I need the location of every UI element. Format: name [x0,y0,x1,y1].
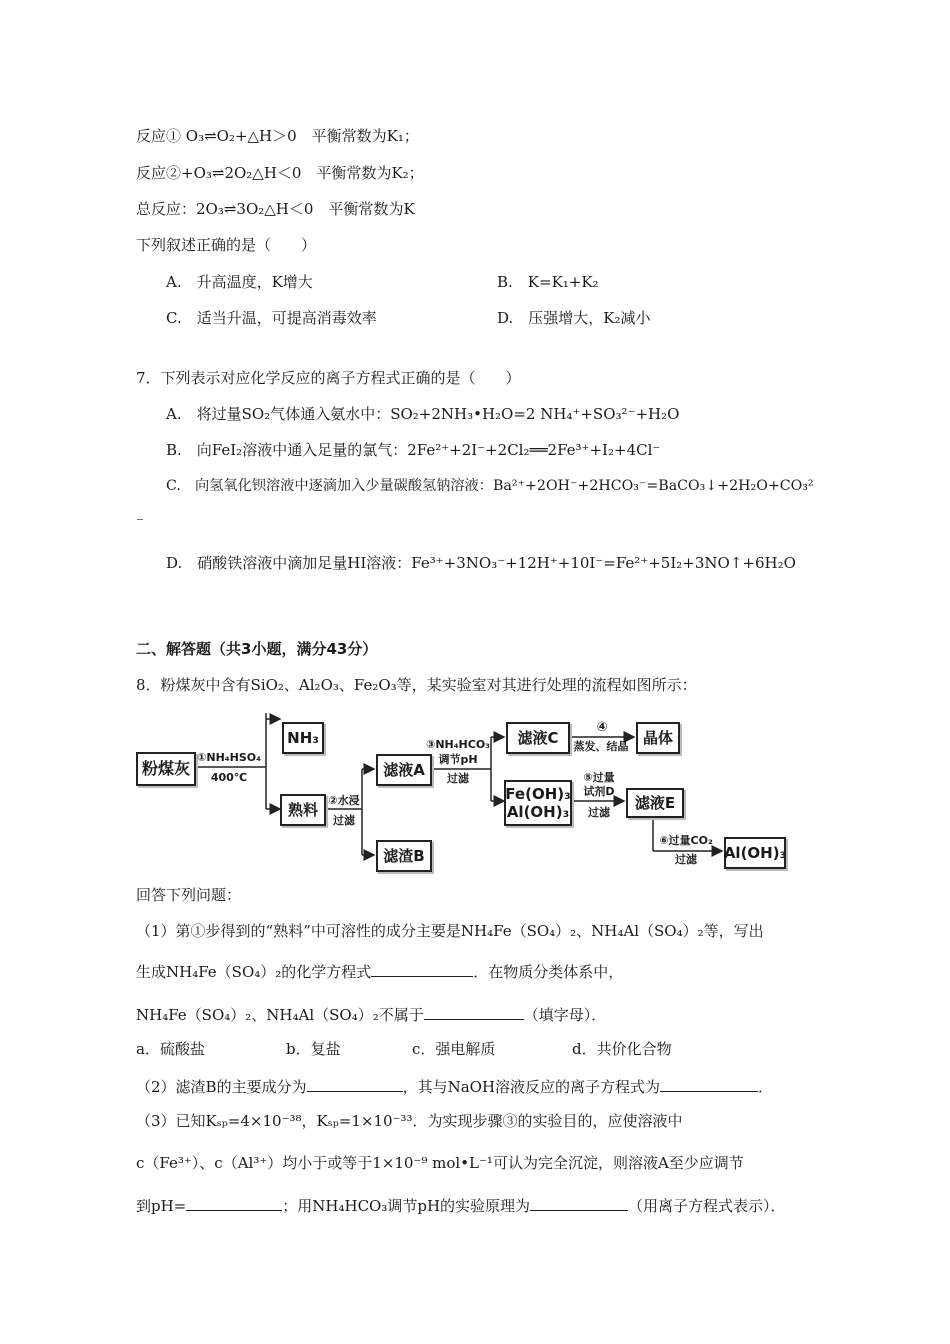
temperature-label: 400℃ [210,771,248,784]
answer-blank-3[interactable] [307,1075,403,1092]
q8-stem: 8．粉煤灰中含有SiO₂、Al₂O₃、Fe₂O₃等，某实验室对其进行处理的流程如图所示： [136,676,697,694]
answer-blank-2[interactable] [424,1003,524,1020]
filter-label-4: 过滤 [675,853,697,866]
choice-b: b．复盐 [286,1040,341,1058]
part2-text-c: ． [758,1078,774,1096]
q6-option-d: D. 压强增大，K₂减小 [497,309,651,327]
reagent-d-label: 试剂D [583,785,615,798]
q7-option-c: C. 向氢氧化钡溶液中逐滴加入少量碳酸氢钠溶液：Ba²⁺+2OH⁻+2HCO₃⁻=BaCO₃↓+2H₂O+CO₃² [166,478,814,494]
answer-blank-6[interactable] [530,1194,628,1211]
filter-label-3: 过滤 [588,806,610,819]
answer-blank-1[interactable] [371,960,473,977]
part3-text-a: 到pH= [136,1197,187,1215]
part3-text-b: ；用NH₄HCO₃调节pH的实验原理为 [282,1197,531,1215]
q6-stem: 下列叙述正确的是（ ） [136,236,317,254]
evaporate-label: 蒸发、结晶 [573,740,629,753]
q7-option-c-wrap: ⁻ [136,513,144,531]
answer-blank-4[interactable] [660,1075,758,1092]
q7-option-a: A. 将过量SO₂气体通入氨水中：SO₂+2NH₃•H₂O=2 NH₄⁺+SO₃²⁻+H₂O [166,405,680,423]
choice-a: a．硫酸盐 [136,1040,205,1058]
filter-label-2: 过滤 [447,772,469,785]
q7-stem: 7．下列表示对应化学反应的离子方程式正确的是（ ） [136,369,521,387]
answer-intro: 回答下列问题： [136,886,242,904]
q7-option-d: D. 硝酸铁溶液中滴加足量HI溶液：Fe³⁺+3NO₃⁻+12H⁺+10I⁻=Fe²⁺+5I₂+3NO↑+6H₂O [166,554,796,572]
q8-part2 [136,1075,773,1097]
residue-b-box: 滤渣B [376,840,432,872]
part3-text-c: （用离子方程式表示）． [628,1197,786,1215]
section-heading: 二、解答题（共3小题，满分43分） [136,640,378,658]
fly-ash-box: 粉煤灰 [136,752,196,786]
filter-label-1: 过滤 [333,814,355,827]
q6-option-a: A. 升高温度，K增大 [166,273,313,291]
q8-part3-line1: （3）已知Kₛₚ=4×10⁻³⁸，Kₛₚ=1×10⁻³³．为实现步骤③的实验目的，应使溶液中 [136,1112,683,1130]
reaction-2: 反应②+O₃⇌2O₂△H＜0 平衡常数为K₂； [136,164,424,182]
q8-part1-line1: （1）第①步得到的“熟料”中可溶性的成分主要是NH₄Fe（SO₄）₂、NH₄Al（SO₄）₂等，写出 [136,922,764,940]
al-hydroxide: Al(OH)₃ [506,803,570,821]
q6-option-b: B. K=K₁+K₂ [497,273,599,291]
part1-text-a: 生成NH₄Fe（SO₄）₂的化学方程式 [136,963,372,981]
q6-option-c: C. 适当升温，可提高消毒效率 [166,309,377,327]
step1-label: ①NH₄HSO₄ [197,751,261,764]
crystal-box: 晶体 [636,722,680,754]
filtrate-c-box: 滤液C [506,722,570,754]
adjust-ph-label: 调节pH [438,753,478,766]
part2-text-a: （2）滤渣B的主要成分为 [136,1078,307,1096]
answer-blank-5[interactable] [186,1194,282,1211]
step3-label: ③NH₄HCO₃ [426,738,490,751]
q8-part3-line2: c（Fe³⁺）、c（Al³⁺）均小于或等于1×10⁻⁹ mol•L⁻¹可认为完全沉淀，则溶液A至少应调节 [136,1154,744,1172]
q7-option-b: B. 向FeI₂溶液中通入足量的氯气：2Fe²⁺+2I⁻+2Cl₂══2Fe³⁺+I₂+4Cl⁻ [166,441,661,459]
part1-text-d: （填字母）． [523,1006,607,1024]
part2-text-b: ，其与NaOH溶液反应的离子方程式为 [402,1078,661,1096]
q8-part1-line3 [136,1003,606,1025]
filtrate-e-box: 滤液E [626,788,684,818]
part1-text-c: NH₄Fe（SO₄）₂、NH₄Al（SO₄）₂不属于 [136,1006,424,1024]
step5-label: ⑤过量 [583,771,615,784]
filtrate-a-box: 滤液A [376,754,432,786]
hydroxides-box [504,780,572,826]
overall-reaction: 总反应：2O₃⇌3O₂△H＜0 平衡常数为K [136,200,415,218]
part1-text-b: ．在物质分类体系中， [473,963,624,981]
step6-label: ⑥过量CO₂ [659,834,713,847]
step4-label: ④ [596,720,608,735]
q8-part3-line3 [136,1194,786,1216]
choice-d: d．共价化合物 [572,1040,672,1058]
choice-c: c．强电解质 [412,1040,496,1058]
clinker-box: 熟料 [280,794,326,826]
q8-part1-line2 [136,960,623,982]
aloh3-box: Al(OH)₃ [724,837,786,869]
reaction-1: 反应① O₃⇌O₂+△H＞0 平衡常数为K₁； [136,127,419,145]
fe-hydroxide: Fe(OH)₃ [505,785,571,803]
step2-label: ②水浸 [328,794,360,807]
nh3-box: NH₃ [282,722,324,754]
